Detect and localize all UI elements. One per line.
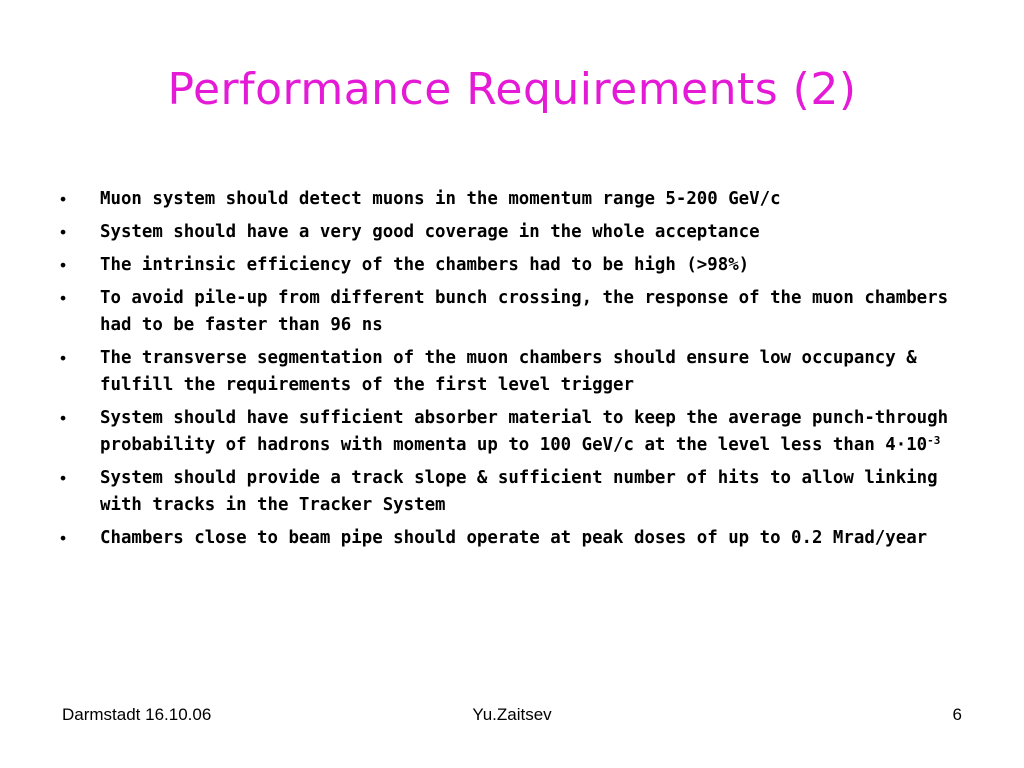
exponent: -3 [927, 434, 941, 447]
bullet-text: The transverse segmentation of the muon chambers should ensure low occupancy & fulfill the requirements of the first level trigger [100, 348, 917, 395]
bullet-icon: • [60, 222, 67, 242]
bullet-icon: • [60, 288, 67, 308]
footer-author: Yu.Zaitsev [472, 705, 552, 724]
bullet-item [60, 525, 960, 552]
bullet-icon: • [60, 408, 67, 428]
bullet-item [60, 465, 960, 519]
footer-page-number: 6 [952, 705, 962, 724]
bullet-text-main: System should have sufficient absorber material to keep the average punch-through probability of hadrons with momenta up to 100 GeV/c at the level less than 4·10 [100, 408, 949, 455]
bullet-text: The intrinsic efficiency of the chambers had to be high (>98%) [100, 255, 750, 275]
bullet-item [60, 252, 960, 279]
bullet-item [60, 186, 960, 213]
bullet-text: Chambers close to beam pipe should operate at peak doses of up to 0.2 Mrad/year [100, 528, 928, 548]
bullet-item [60, 285, 960, 339]
bullet-icon: • [60, 528, 67, 548]
bullet-icon: • [60, 189, 67, 209]
bullet-icon: • [60, 468, 67, 488]
bullet-text: Muon system should detect muons in the momentum range 5-200 GeV/c [100, 189, 781, 209]
bullet-text: System should have a very good coverage in the whole acceptance [100, 222, 760, 242]
bullet-text: To avoid pile-up from different bunch crossing, the response of the muon chambers had to be faster than 96 ns [100, 288, 949, 335]
bullet-item [60, 219, 960, 246]
bullet-item [60, 405, 960, 459]
bullet-icon: • [60, 348, 67, 368]
bullet-list [60, 186, 960, 558]
bullet-icon: • [60, 255, 67, 275]
footer-date-location: Darmstadt 16.10.06 [62, 705, 212, 724]
bullet-item [60, 345, 960, 399]
bullet-text [100, 408, 948, 455]
slide-title: Performance Requirements (2) [167, 64, 857, 115]
bullet-text: System should provide a track slope & sufficient number of hits to allow linking with tracks in the Tracker System [100, 468, 938, 515]
